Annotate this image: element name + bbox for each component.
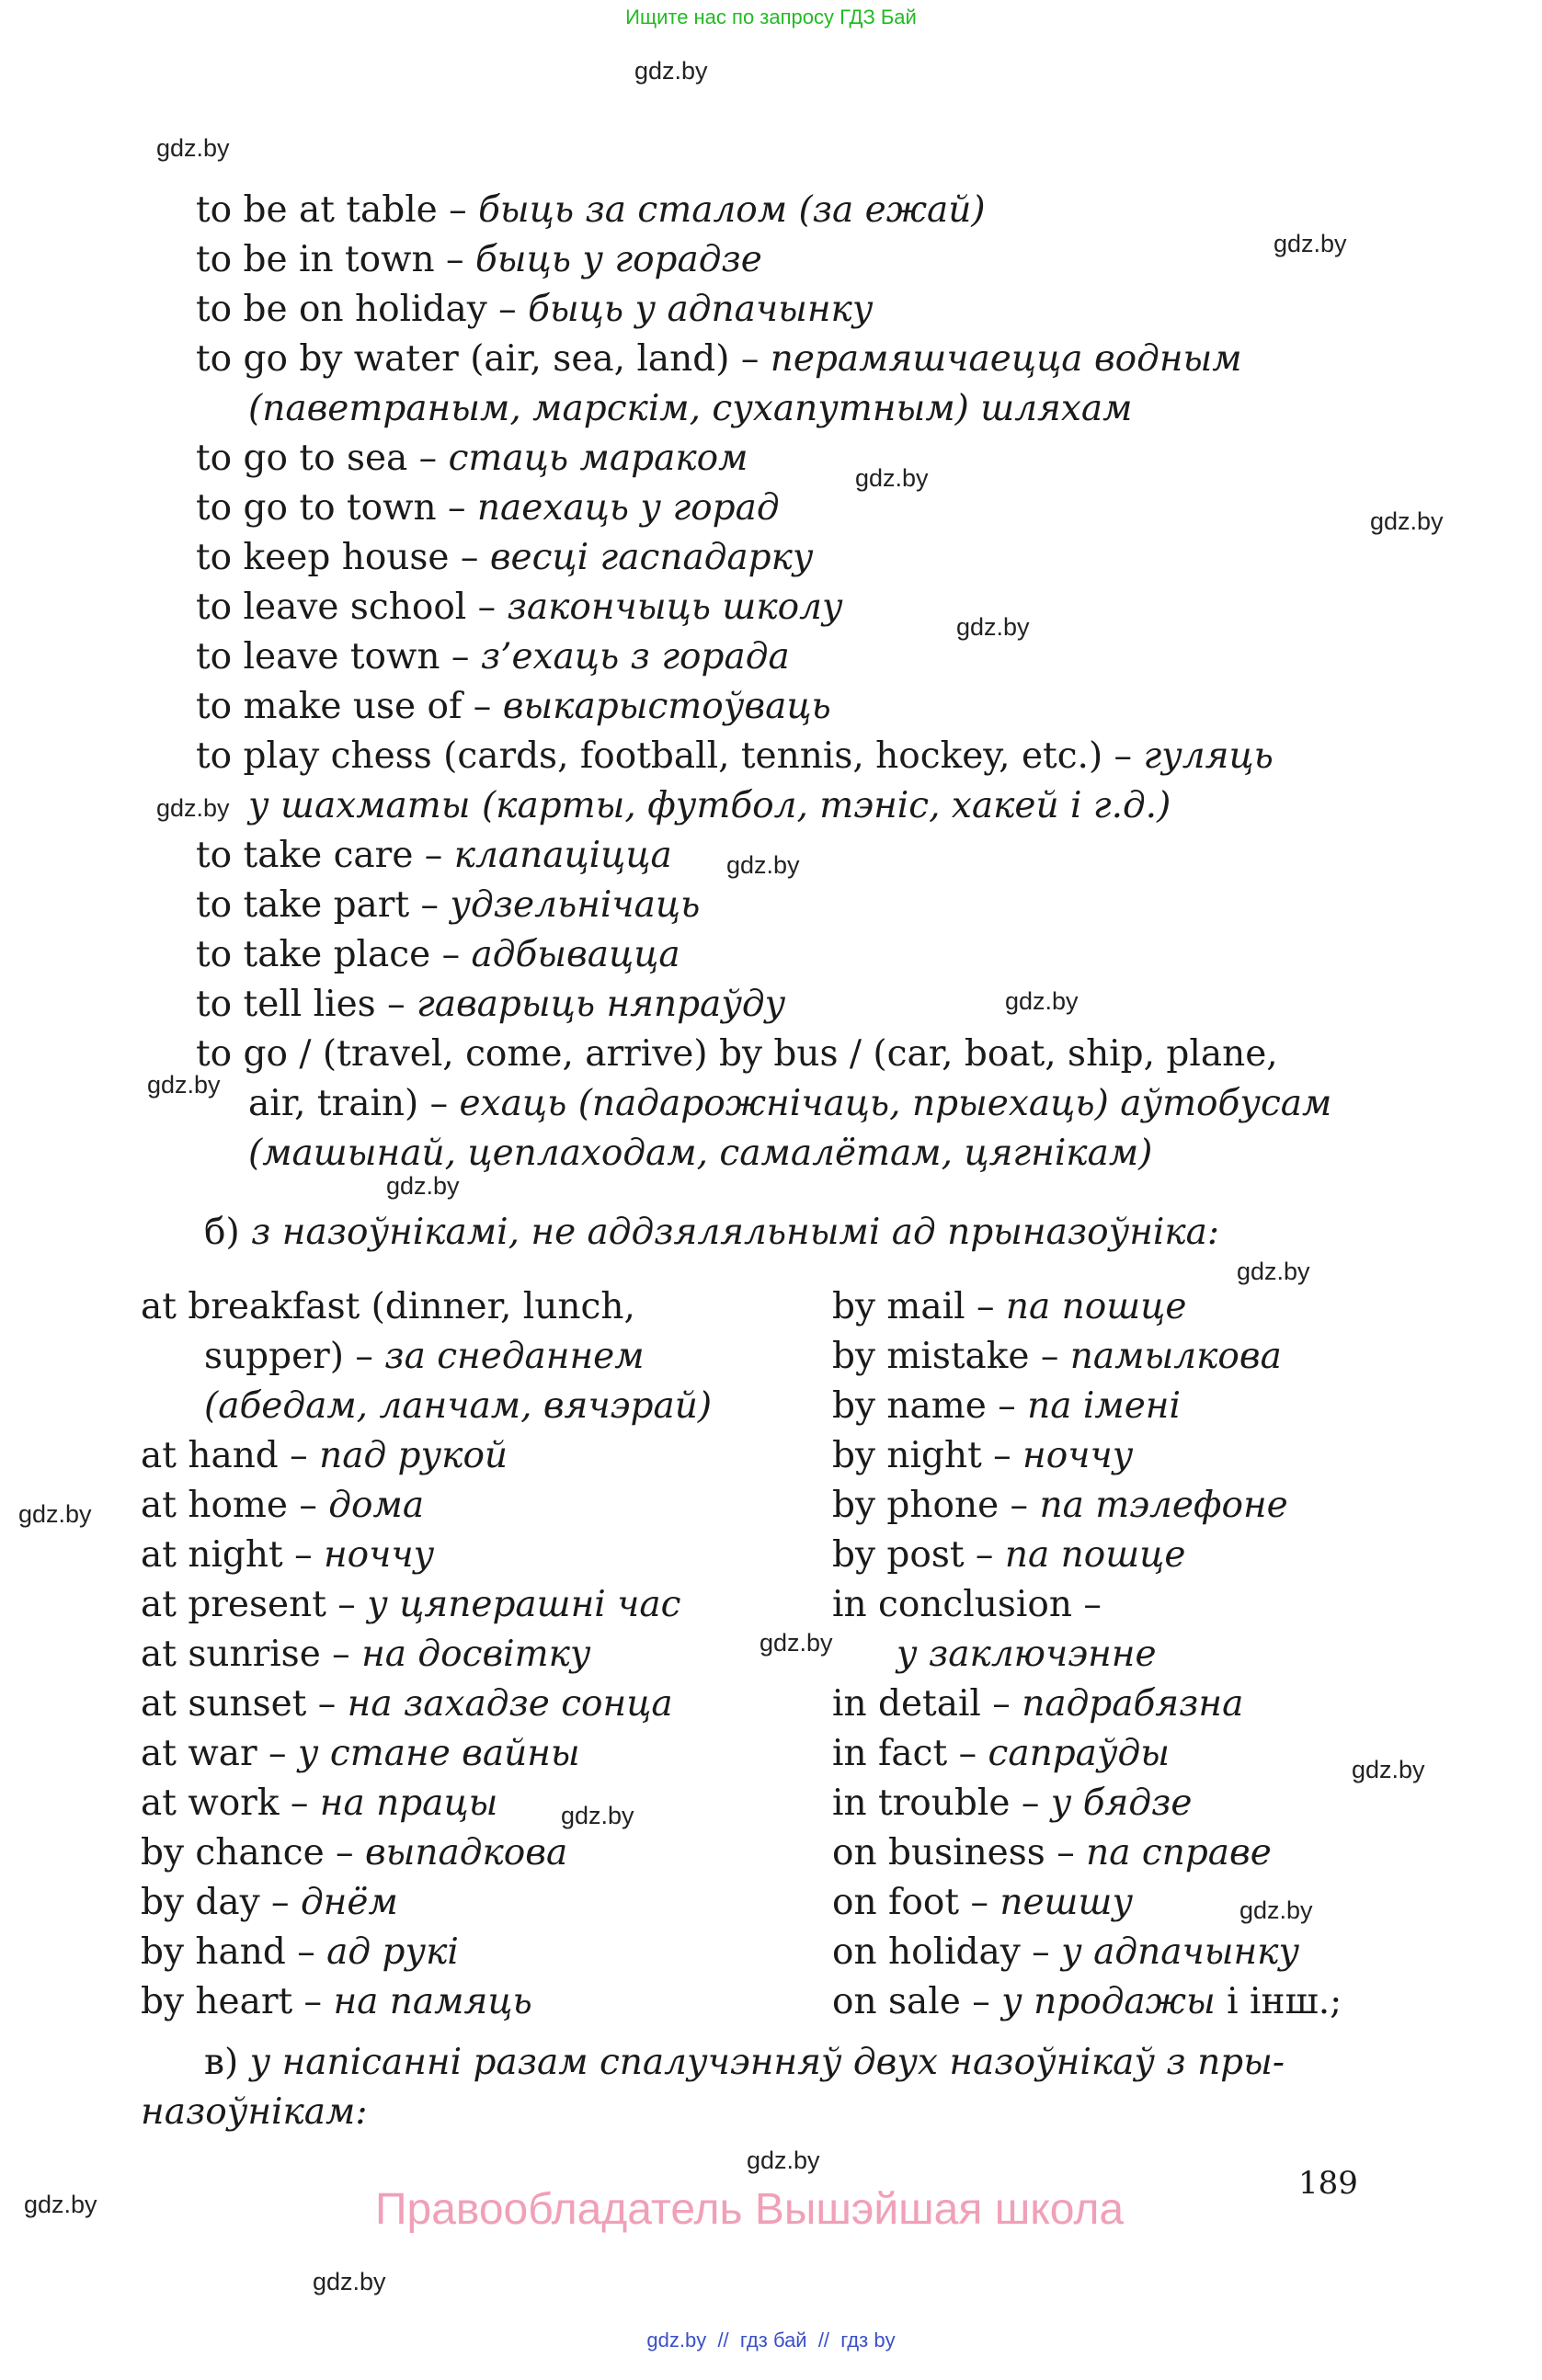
phrase-line-right: in fact – сапраўды: [832, 1733, 1171, 1774]
phrase-line: to tell lies – гаварыць няпраўду: [196, 984, 786, 1025]
section-b-heading: б) з назоўнікамі, не аддзяляльнымі ад прыназоўніка:: [204, 1212, 1220, 1253]
phrase-line: to take care – клапаціцца: [196, 835, 672, 876]
phrase-line-right: by night – ноччу: [832, 1435, 1134, 1476]
phrase-line-left: supper) – за снеданнем: [204, 1336, 645, 1377]
page-number: 189: [1298, 2165, 1358, 2202]
watermark: gdz.by: [147, 1071, 221, 1099]
phrase-line-left: by chance – выпадкова: [141, 1832, 568, 1873]
watermark: gdz.by: [1370, 507, 1444, 535]
phrase-line-left: at work – на працы: [141, 1782, 498, 1824]
phrase-line: to go to sea – стаць мараком: [196, 438, 748, 479]
watermark: gdz.by: [760, 1629, 833, 1657]
phrase-line-right: on holiday – у адпачынку: [832, 1931, 1300, 1973]
watermark: gdz.by: [747, 2147, 820, 2174]
phrase-line-right: in detail – падрабязна: [832, 1683, 1244, 1725]
phrase-line-left: by day – днём: [141, 1882, 398, 1923]
watermark: gdz.by: [855, 464, 929, 492]
phrase-line: to go / (travel, come, arrive) by bus / (car, boat, ship, plane,: [196, 1033, 1278, 1075]
phrase-line-left: by heart – на памяць: [141, 1981, 532, 2022]
phrase-line-left: at night – ноччу: [141, 1534, 435, 1576]
watermark: gdz.by: [561, 1802, 634, 1829]
phrase-line: to be at table – быць за сталом (за ежай): [196, 189, 986, 231]
watermark: gdz.by: [1274, 230, 1347, 257]
top-banner[interactable]: Ищите нас по запросу ГДЗ Бай: [625, 6, 917, 28]
watermark: gdz.by: [156, 134, 230, 162]
phrase-line: to be in town – быць у горадзе: [196, 239, 762, 280]
watermark: gdz.by: [1237, 1258, 1310, 1285]
phrase-line: to leave school – закончыць школу: [196, 586, 843, 628]
watermark: gdz.by: [1352, 1756, 1425, 1783]
phrase-line: air, train) – ехаць (падарожнічаць, прыехаць) аўтобусам: [248, 1083, 1332, 1124]
phrase-line-right: by name – па імені: [832, 1385, 1181, 1427]
phrase-line: to make use of – выкарыстоўваць: [196, 686, 831, 727]
phrase-line-left: at present – у цяперашні час: [141, 1584, 681, 1625]
phrase-line: to take part – удзельнічаць: [196, 884, 701, 926]
watermark: gdz.by: [1005, 987, 1079, 1015]
phrase-line-right: by mail – па пошце: [832, 1286, 1187, 1327]
phrase-line-right: у заключэнне: [897, 1634, 1157, 1675]
phrase-line: to take place – адбывацца: [196, 934, 680, 975]
phrase-line-right: on sale – у продажы і інш.;: [832, 1981, 1342, 2022]
phrase-line: to be on holiday – быць у адпачынку: [196, 289, 874, 330]
watermark: gdz.by: [313, 2268, 386, 2295]
footer-links[interactable]: gdz.by // гдз бай // гдз by: [646, 2329, 896, 2352]
phrase-line-left: (абедам, ланчам, вячэрай): [204, 1385, 713, 1427]
phrase-line: у шахматы (карты, футбол, тэніс, хакей і г.д.): [248, 785, 1171, 826]
phrase-line-right: by post – па пошце: [832, 1534, 1186, 1576]
phrase-line: to leave town – з’ехаць з горада: [196, 636, 790, 678]
phrase-line-left: at breakfast (dinner, lunch,: [141, 1286, 635, 1327]
phrase-line: (машынай, цеплаходам, самалётам, цягнікам): [248, 1133, 1153, 1174]
phrase-line-left: at home – дома: [141, 1485, 425, 1526]
phrase-line-left: at war – у стане вайны: [141, 1733, 580, 1774]
phrase-line-right: by mistake – памылкова: [832, 1336, 1282, 1377]
phrase-line: to go by water (air, sea, land) – перамяшчаецца водным: [196, 338, 1242, 380]
phrase-line-left: at hand – пад рукой: [141, 1435, 508, 1476]
watermark: gdz.by: [1239, 1896, 1313, 1924]
phrase-line: to play chess (cards, football, tennis, hockey, etc.) – гуляць: [196, 735, 1274, 777]
watermark: gdz.by: [634, 57, 708, 85]
phrase-line-left: by hand – ад рукі: [141, 1931, 459, 1973]
section-c-heading-cont: назоўнікам:: [141, 2091, 368, 2133]
watermark: gdz.by: [18, 1500, 92, 1528]
phrase-line: (паветраным, марскім, сухапутным) шляхам: [248, 388, 1133, 429]
watermark: gdz.by: [24, 2191, 97, 2218]
phrase-line-right: in trouble – у бядзе: [832, 1782, 1193, 1824]
watermark: gdz.by: [956, 613, 1030, 641]
phrase-tail: і інш.;: [1215, 1981, 1342, 2022]
phrase-line: to go to town – паехаць у горад: [196, 487, 780, 529]
phrase-line-right: in conclusion –: [832, 1584, 1102, 1625]
phrase-line-left: at sunset – на захадзе сонца: [141, 1683, 673, 1725]
copyright-notice: Правообладатель Вышэйшая школа: [375, 2185, 1125, 2234]
phrase-line-right: on foot – пешшу: [832, 1882, 1134, 1923]
watermark: gdz.by: [726, 851, 800, 879]
phrase-line-right: on business – па справе: [832, 1832, 1272, 1873]
watermark: gdz.by: [386, 1172, 460, 1200]
section-c-heading: в) у напісанні разам спалучэнняў двух назоўнікаў з пры-: [204, 2042, 1285, 2083]
watermark: gdz.by: [156, 794, 230, 822]
phrase-line: to keep house – весці гаспадарку: [196, 537, 814, 578]
phrase-line-left: at sunrise – на досвітку: [141, 1634, 591, 1675]
phrase-line-right: by phone – па тэлефоне: [832, 1485, 1288, 1526]
